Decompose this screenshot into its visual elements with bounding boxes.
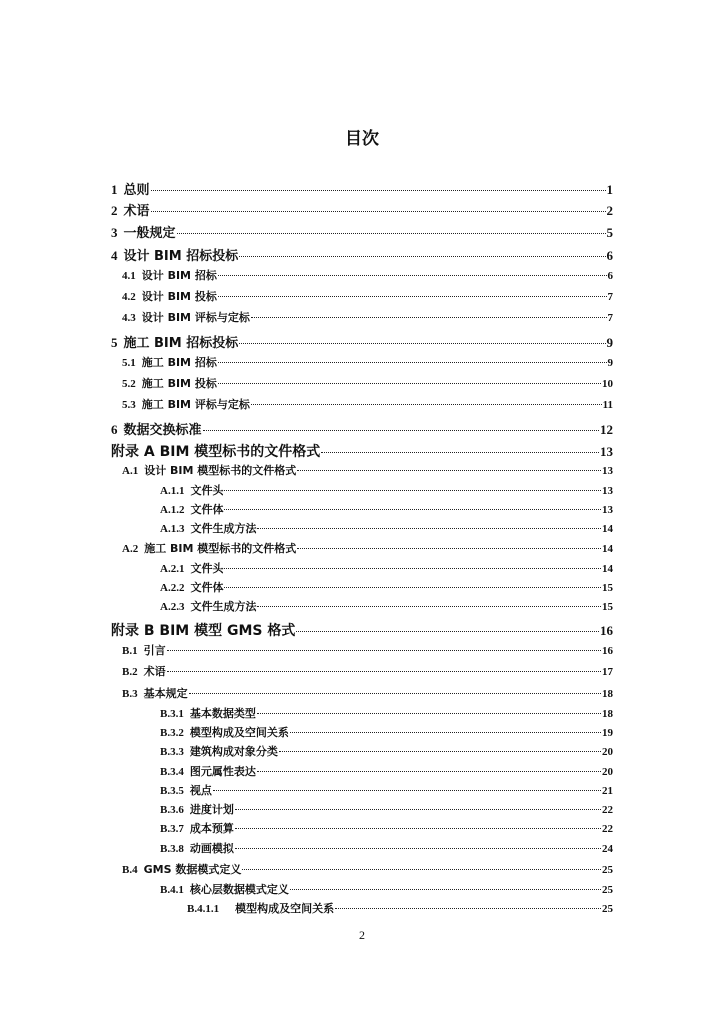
toc-entry-page: 7 — [607, 312, 613, 324]
dot-leader — [296, 631, 599, 632]
toc-entry-number: A.1 — [122, 465, 139, 477]
toc-entry-page: 13 — [600, 444, 613, 459]
toc-entry[interactable] — [122, 375, 613, 391]
toc-entry-number: 5.1 — [122, 357, 136, 369]
toc-entry[interactable] — [111, 179, 613, 198]
toc-entry-label: 文件生成方法 — [190, 522, 257, 535]
toc-entry-number: A.1.3 — [160, 523, 185, 535]
toc-entry-label: 数据交换标准 — [123, 423, 202, 438]
toc-entry-page: 15 — [602, 582, 613, 594]
toc-entry-page: 14 — [602, 543, 613, 555]
dot-leader — [218, 362, 607, 363]
toc-entry[interactable] — [122, 685, 613, 701]
toc-entry-page: 7 — [607, 291, 613, 303]
dot-leader — [290, 889, 601, 890]
dot-leader — [257, 713, 601, 714]
toc-entry-label: 基本规定 — [143, 687, 188, 700]
toc-entry-label: 附录 A BIM 模型标书的文件格式 — [111, 444, 321, 460]
toc-entry[interactable] — [160, 763, 613, 779]
dot-leader — [297, 470, 601, 471]
toc-entry-page: 16 — [602, 645, 613, 657]
toc-entry-number: 3 — [111, 225, 118, 240]
toc-entry-label: 设计 BIM 模型标书的文件格式 — [144, 464, 297, 477]
toc-entry-number: 1 — [111, 182, 118, 197]
toc-entry-label: 文件生成方法 — [190, 600, 257, 613]
toc-entry-page: 17 — [602, 666, 613, 678]
toc-entry-label: 施工 BIM 招标 — [141, 356, 217, 369]
toc-entry-page: 25 — [602, 903, 613, 915]
dot-leader — [335, 908, 601, 909]
toc-entry-page: 13 — [602, 465, 613, 477]
dot-leader — [257, 528, 601, 529]
toc-entry-number: B.3.3 — [160, 746, 184, 758]
dot-leader — [239, 343, 605, 344]
toc-entry[interactable] — [187, 900, 613, 916]
toc-entry[interactable] — [160, 520, 613, 536]
toc-entry[interactable] — [122, 540, 613, 556]
dot-leader — [189, 693, 601, 694]
toc-entry-page: 24 — [602, 843, 613, 855]
toc-entry[interactable] — [160, 705, 613, 721]
dot-leader — [224, 568, 601, 569]
toc-entry-label: 模型构成及空间关系 — [189, 726, 289, 739]
dot-leader — [235, 848, 601, 849]
toc-entry-number: 5.2 — [122, 378, 136, 390]
toc-entry-page: 22 — [602, 804, 613, 816]
toc-entry[interactable] — [111, 200, 613, 219]
toc-entry-label: 动画模拟 — [189, 842, 234, 855]
dot-leader — [218, 383, 601, 384]
toc-entry-label: 设计 BIM 招标 — [141, 269, 217, 282]
toc-entry-number: B.3.7 — [160, 823, 184, 835]
toc-entry[interactable] — [122, 309, 613, 325]
toc-entry[interactable] — [111, 441, 613, 461]
toc-entry-page: 10 — [602, 378, 613, 390]
toc-entry[interactable] — [160, 743, 613, 759]
toc-entry-page: 25 — [602, 884, 613, 896]
toc-entry[interactable] — [160, 560, 613, 576]
toc-entry-page: 19 — [602, 727, 613, 739]
toc-entry[interactable] — [122, 354, 613, 370]
dot-leader — [251, 404, 602, 405]
dot-leader — [242, 869, 601, 870]
page-number: 2 — [359, 928, 365, 942]
dot-leader — [151, 211, 606, 212]
toc-entry-page: 11 — [602, 399, 613, 411]
dot-leader — [213, 790, 601, 791]
toc-entry-label: 核心层数据模式定义 — [189, 883, 289, 896]
dot-leader — [279, 751, 601, 752]
toc-entry[interactable] — [122, 642, 613, 658]
toc-entry-number: 5.3 — [122, 399, 136, 411]
dot-leader — [218, 296, 607, 297]
toc-entry-label: 成本预算 — [189, 822, 234, 835]
toc-entry-label: 设计 BIM 投标 — [141, 290, 217, 303]
toc-entry[interactable] — [111, 419, 613, 438]
dot-leader — [235, 809, 601, 810]
dot-leader — [167, 650, 601, 651]
toc-entry-number: B.3.6 — [160, 804, 184, 816]
toc-entry-page: 20 — [602, 746, 613, 758]
toc-entry[interactable] — [111, 222, 613, 241]
toc-entry-number: B.3.4 — [160, 766, 184, 778]
toc-entry[interactable] — [122, 288, 613, 304]
toc-entry[interactable] — [122, 267, 613, 283]
toc-entry-page: 18 — [602, 708, 613, 720]
dot-leader — [235, 828, 601, 829]
toc-entry-label: 模型构成及空间关系 — [235, 902, 335, 915]
toc-entry-label: 文件体 — [190, 503, 224, 516]
toc-entry-page: 22 — [602, 823, 613, 835]
toc-entry-page: 15 — [602, 601, 613, 613]
toc-entry-number: B.3 — [122, 688, 138, 700]
toc-entry-number: B.4.1.1 — [187, 903, 220, 915]
toc-entry[interactable] — [160, 482, 613, 498]
dot-leader — [257, 606, 601, 607]
toc-entry-label: 附录 B BIM 模型 GMS 格式 — [111, 623, 296, 639]
toc-entry-number: 4 — [111, 248, 118, 263]
toc-entry-page: 25 — [602, 864, 613, 876]
toc-entry[interactable] — [160, 598, 613, 614]
toc-entry-page: 13 — [602, 504, 613, 516]
toc-entry-page: 14 — [602, 523, 613, 535]
toc-entry-number: B.4.1 — [160, 884, 184, 896]
toc-entry[interactable] — [160, 881, 613, 897]
toc-entry-number: A.1.1 — [160, 485, 185, 497]
dot-leader — [251, 317, 607, 318]
toc-entry-label: 一般规定 — [123, 226, 176, 241]
toc-entry-number: 4.3 — [122, 312, 136, 324]
toc-entry-label: 施工 BIM 模型标书的文件格式 — [144, 542, 297, 555]
toc-entry-number: B.2 — [122, 666, 138, 678]
toc-entry-label: 总则 — [123, 183, 150, 198]
toc-entry-page: 6 — [606, 248, 613, 263]
toc-entry-label: 文件头 — [190, 562, 224, 575]
toc-entry-number: 4.2 — [122, 291, 136, 303]
toc-entry-page: 12 — [600, 422, 613, 437]
dot-leader — [203, 430, 599, 431]
toc-entry-label: 文件体 — [190, 581, 224, 594]
toc-entry-label: 设计 BIM 招标投标 — [123, 249, 239, 264]
toc-entry[interactable] — [160, 820, 613, 836]
toc-entry-label: 引言 — [143, 644, 166, 657]
dot-leader — [239, 256, 605, 257]
page-title: 目次 — [345, 129, 379, 149]
toc-entry[interactable] — [160, 782, 613, 798]
toc-entry-number: B.3.1 — [160, 708, 184, 720]
toc-entry-number: A.2.2 — [160, 582, 185, 594]
toc-entry-label: 图元属性表达 — [189, 765, 256, 778]
dot-leader — [290, 732, 601, 733]
toc-entry-page: 14 — [602, 563, 613, 575]
toc-entry-page: 9 — [606, 335, 613, 350]
toc-entry-number: 4.1 — [122, 270, 136, 282]
toc-entry-label: 术语 — [143, 665, 166, 678]
toc-entry-label: 视点 — [189, 784, 212, 797]
toc-entry-page: 21 — [602, 785, 613, 797]
toc-entry-page: 13 — [602, 485, 613, 497]
toc-entry-label: 施工 BIM 投标 — [141, 377, 217, 390]
toc-entry-number: 2 — [111, 203, 118, 218]
toc-entry-label: 术语 — [123, 204, 150, 219]
toc-entry[interactable] — [122, 663, 613, 679]
dot-leader — [218, 275, 607, 276]
toc-entry-number: B.1 — [122, 645, 138, 657]
toc-entry[interactable] — [111, 245, 613, 264]
toc-entry-number: B.3.5 — [160, 785, 184, 797]
toc-entry-page: 6 — [607, 270, 613, 282]
toc-entry-page: 9 — [607, 357, 613, 369]
toc-entry-number: 5 — [111, 335, 118, 350]
dot-leader — [177, 233, 606, 234]
toc-entry-number: A.2.1 — [160, 563, 185, 575]
toc-entry-page: 2 — [606, 203, 613, 218]
dot-leader — [167, 671, 601, 672]
toc-entry[interactable] — [160, 801, 613, 817]
toc-entry-number: 6 — [111, 422, 118, 437]
toc-entry-number: B.3.2 — [160, 727, 184, 739]
toc-entry-number: B.4 — [122, 864, 138, 876]
toc-entry[interactable] — [122, 396, 613, 412]
toc-entry[interactable] — [160, 501, 613, 517]
dot-leader — [297, 548, 601, 549]
toc-entry[interactable] — [160, 840, 613, 856]
toc-entry-page: 5 — [606, 225, 613, 240]
toc-entry[interactable] — [122, 861, 613, 877]
dot-leader — [224, 509, 601, 510]
toc-entry-label: 基本数据类型 — [189, 707, 256, 720]
toc-entry-label: 进度计划 — [189, 803, 234, 816]
toc-entry-page: 16 — [600, 623, 613, 638]
toc-entry-label: 施工 BIM 评标与定标 — [141, 398, 250, 411]
toc-entry-label: 施工 BIM 招标投标 — [123, 336, 239, 351]
toc-entry-number: A.2.3 — [160, 601, 185, 613]
toc-entry-number: B.3.8 — [160, 843, 184, 855]
toc-entry-page: 18 — [602, 688, 613, 700]
toc-entry-number: A.2 — [122, 543, 139, 555]
toc-entry-number: A.1.2 — [160, 504, 185, 516]
toc-entry[interactable] — [160, 724, 613, 740]
toc-entry[interactable] — [122, 462, 613, 478]
toc-entry-label: GMS 数据模式定义 — [143, 863, 242, 876]
toc-entry[interactable] — [111, 620, 613, 640]
toc-entry-label: 建筑构成对象分类 — [189, 745, 278, 758]
toc-entry-label: 设计 BIM 评标与定标 — [141, 311, 250, 324]
dot-leader — [151, 190, 606, 191]
dot-leader — [257, 771, 601, 772]
dot-leader — [321, 452, 599, 453]
toc-entry[interactable] — [111, 332, 613, 351]
toc-entry-label: 文件头 — [190, 484, 224, 497]
dot-leader — [224, 490, 601, 491]
toc-entry-page: 1 — [606, 182, 613, 197]
dot-leader — [224, 587, 601, 588]
toc-entry[interactable] — [160, 579, 613, 595]
toc-entry-page: 20 — [602, 766, 613, 778]
